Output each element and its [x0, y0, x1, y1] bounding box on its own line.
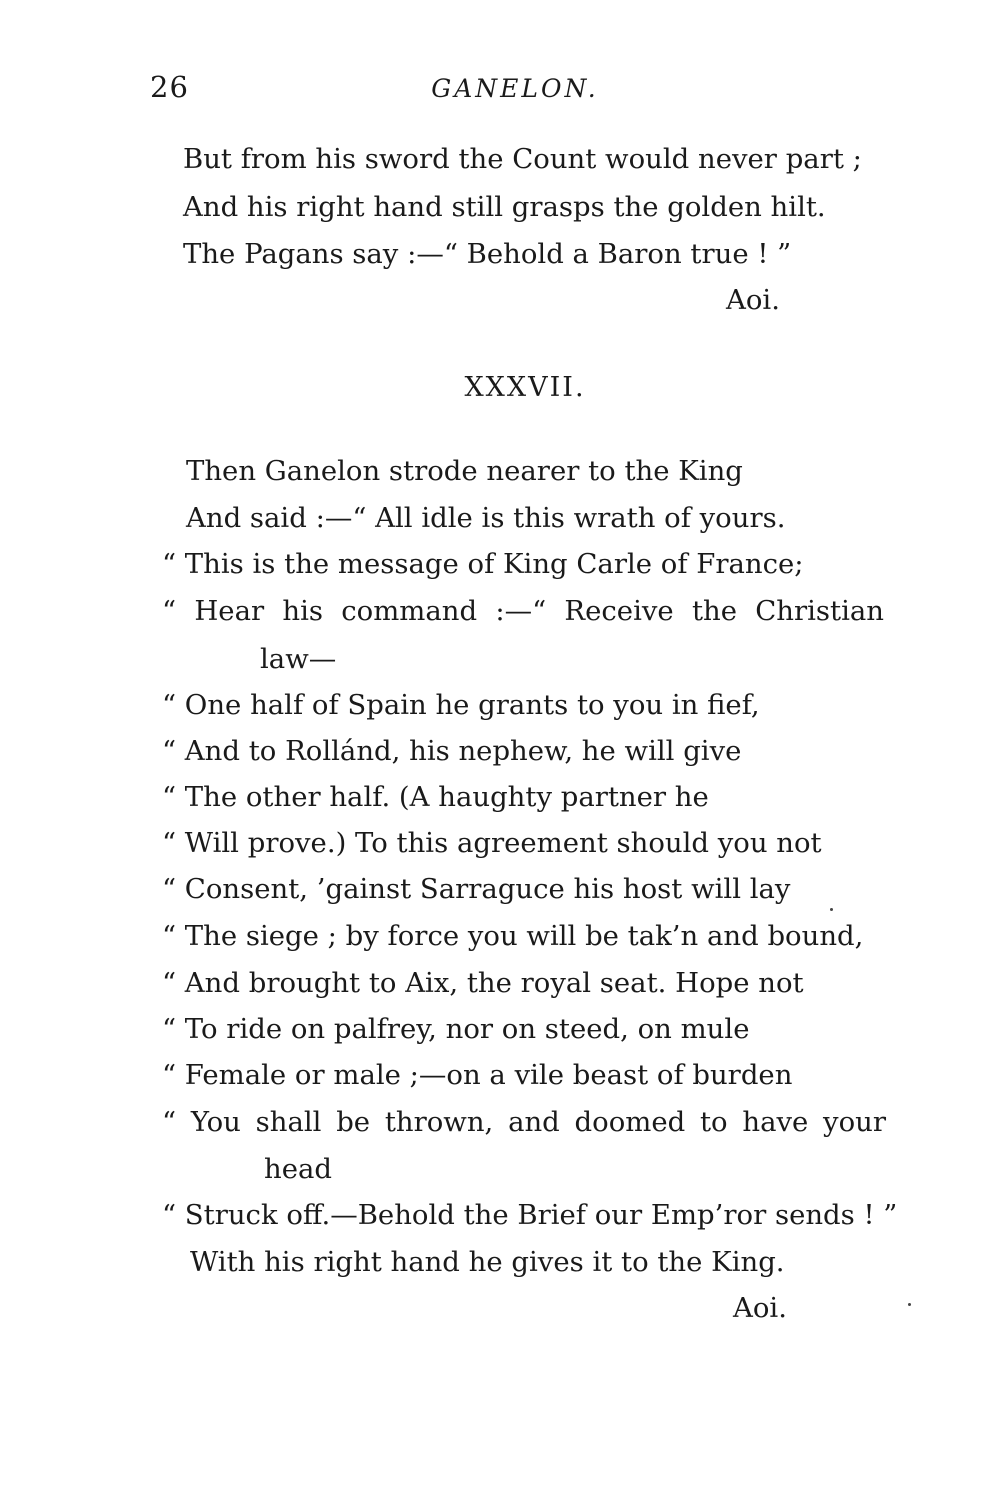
verse-line: “ To ride on palfrey, nor on steed, on mule — [162, 1013, 750, 1045]
verse-line: And his right hand still grasps the golden hilt. — [183, 191, 826, 223]
refrain-aoi: Aoi. — [733, 1292, 787, 1324]
print-speck — [908, 1303, 911, 1306]
verse-line: “ Struck off.—Behold the Brief our Emp’ror sends ! ” — [162, 1199, 898, 1231]
verse-line: “ The other half. (A haughty partner he — [162, 781, 709, 813]
running-title: GANELON. — [431, 74, 599, 103]
verse-line-continuation: law— — [260, 643, 337, 675]
verse-line: “ Consent, ’gainst Sarraguce his host will lay — [162, 873, 791, 905]
verse-line: “ Female or male ;—on a vile beast of burden — [162, 1059, 793, 1091]
page-number: 26 — [150, 70, 189, 104]
verse-line: “ You shall be thrown, and doomed to have your — [162, 1106, 886, 1138]
verse-line: Then Ganelon strode nearer to the King — [186, 455, 743, 487]
verse-line: “ One half of Spain he grants to you in fief, — [162, 689, 760, 721]
verse-line: “ This is the message of King Carle of France; — [162, 548, 804, 580]
verse-line: And said :—“ All idle is this wrath of yours. — [186, 502, 786, 534]
verse-line: “ Hear his command :—“ Receive the Christian — [162, 595, 884, 627]
verse-line: But from his sword the Count would never part ; — [183, 143, 862, 175]
section-heading: XXXVII. — [464, 372, 586, 403]
verse-line: The Pagans say :—“ Behold a Baron true ! ” — [183, 238, 792, 270]
verse-line: “ And brought to Aix, the royal seat. Hope not — [162, 967, 804, 999]
print-speck — [830, 908, 833, 911]
verse-line-continuation: head — [264, 1153, 332, 1185]
verse-line: With his right hand he gives it to the King. — [190, 1246, 785, 1278]
verse-line: “ And to Rollánd, his nephew, he will give — [162, 735, 742, 767]
refrain-aoi: Aoi. — [726, 284, 780, 316]
verse-line: “ Will prove.) To this agreement should you not — [162, 827, 822, 859]
verse-line: “ The siege ; by force you will be tak’n and bound, — [162, 920, 864, 952]
